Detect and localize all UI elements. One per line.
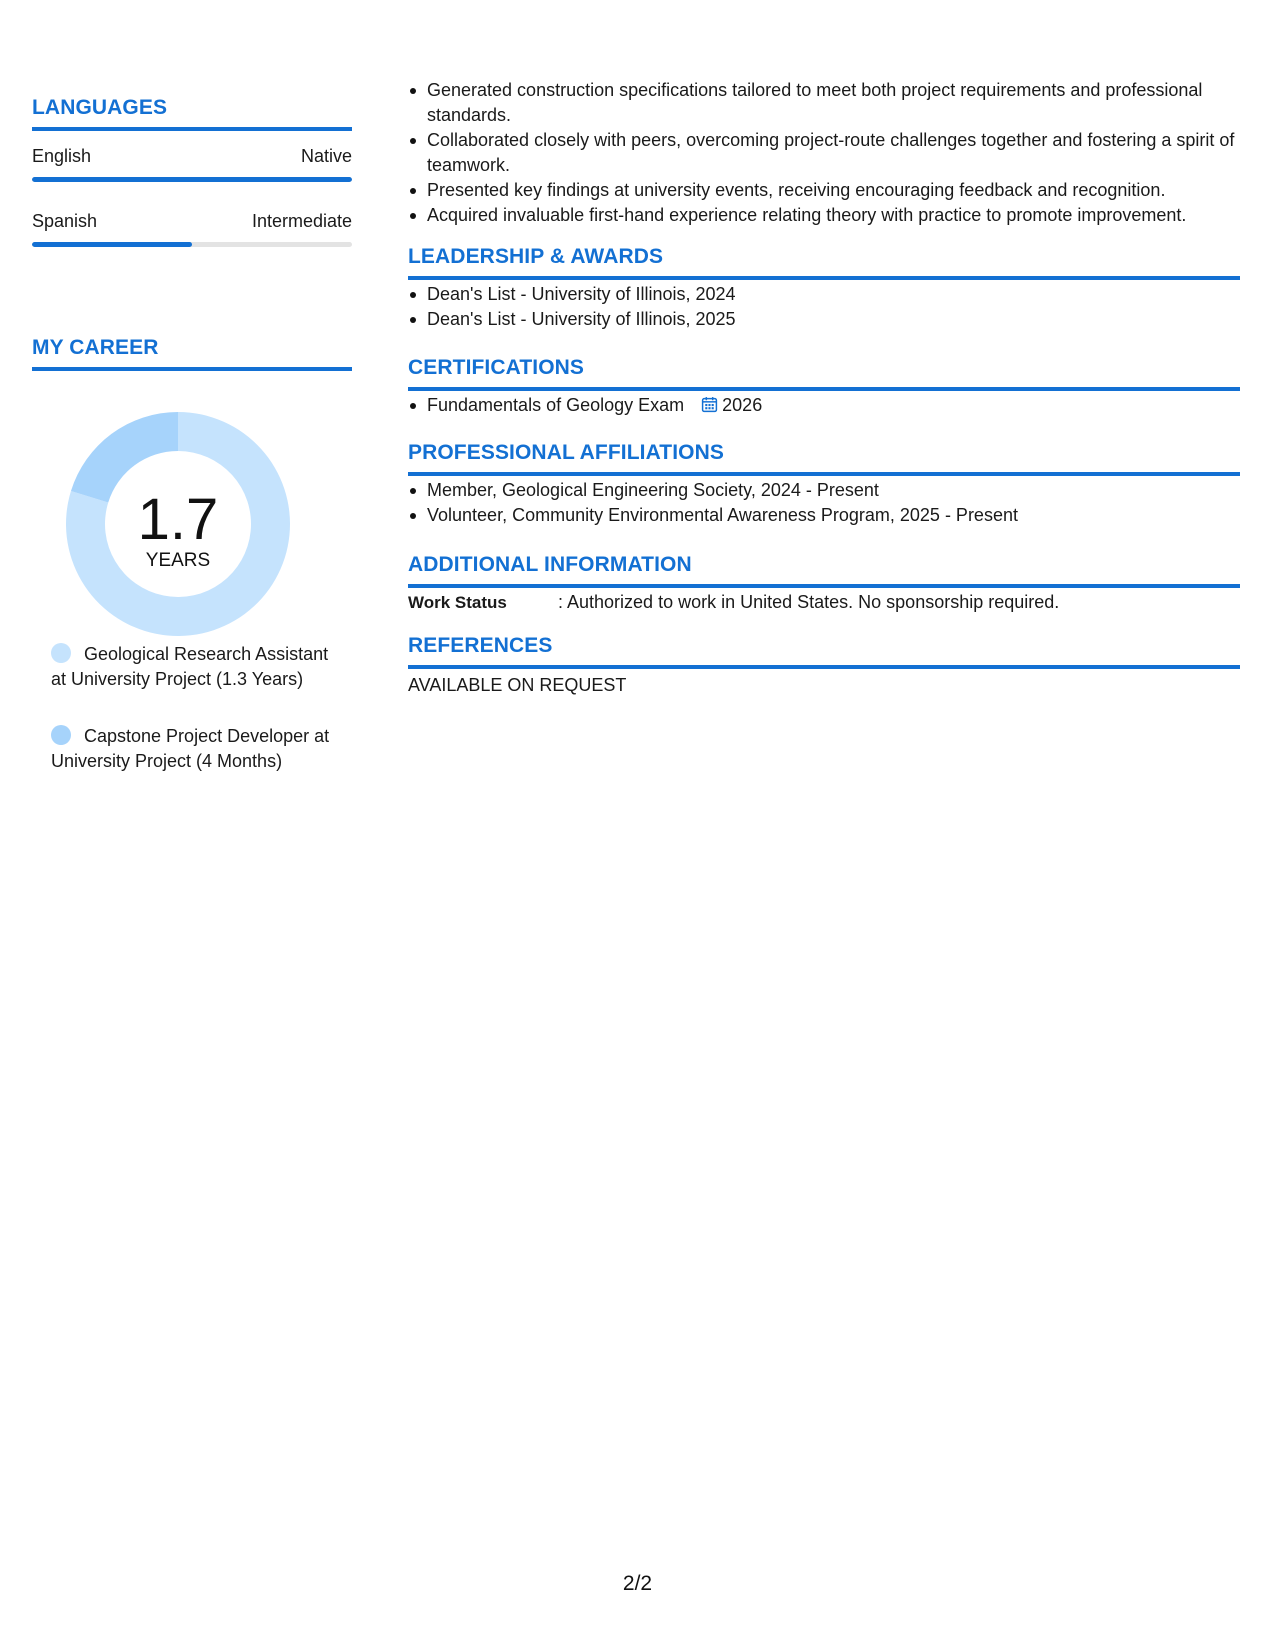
additional-info-heading: ADDITIONAL INFORMATION <box>408 552 1240 588</box>
language-level: Intermediate <box>251 211 352 231</box>
language-name: English <box>32 146 92 166</box>
legend-dot-icon <box>51 643 71 663</box>
language-proficiency-bar <box>32 177 352 182</box>
list-item: Collaborated closely with peers, overcoming project-route challenges together and fostering a spirit of teamwork. <box>408 128 1238 178</box>
career-legend-item <box>51 724 331 774</box>
leadership-list <box>408 282 1240 332</box>
calendar-icon <box>701 396 718 413</box>
language-item-spanish <box>32 210 352 247</box>
certifications-heading: CERTIFICATIONS <box>408 355 1240 391</box>
references-heading: REFERENCES <box>408 633 1240 669</box>
affiliations-heading: PROFESSIONAL AFFILIATIONS <box>408 440 1240 476</box>
list-item: Generated construction specifications tailored to meet both project requirements and professional standards. <box>408 78 1238 128</box>
legend-label: Geological Research Assistant at University Project (1.3 Years) <box>51 644 329 689</box>
language-item-english <box>32 145 352 182</box>
page-number: 2/2 <box>622 1572 653 1595</box>
leadership-heading: LEADERSHIP & AWARDS <box>408 244 1240 280</box>
languages-heading: LANGUAGES <box>32 95 352 131</box>
language-proficiency-bar <box>32 242 352 247</box>
list-item: Dean's List - University of Illinois, 2025 <box>408 307 1240 332</box>
certification-name: Fundamentals of Geology Exam <box>427 395 685 415</box>
list-item: Presented key findings at university events, receiving encouraging feedback and recognition. <box>408 178 1238 203</box>
work-status-row <box>408 590 1240 616</box>
list-item: Dean's List - University of Illinois, 2024 <box>408 282 1240 307</box>
work-status-label: Work Status <box>408 593 507 612</box>
list-item: Member, Geological Engineering Society, 2024 - Present <box>408 478 1240 503</box>
career-heading: MY CAREER <box>32 335 352 371</box>
language-proficiency-fill <box>32 177 352 182</box>
list-item: Volunteer, Community Environmental Awareness Program, 2025 - Present <box>408 503 1240 528</box>
certifications-list <box>408 393 1240 418</box>
certification-year: 2026 <box>722 395 763 415</box>
legend-dot-icon <box>51 725 71 745</box>
language-name: Spanish <box>32 211 98 231</box>
list-item: Acquired invaluable first-hand experience relating theory with practice to promote improvement. <box>408 203 1238 228</box>
career-total-value: 1.7 <box>137 487 219 552</box>
references-text: AVAILABLE ON REQUEST <box>408 675 627 695</box>
work-status-value: : Authorized to work in United States. No sponsorship required. <box>558 592 1060 612</box>
list-item <box>408 393 1240 418</box>
affiliations-list <box>408 478 1240 528</box>
experience-bullet-list <box>408 78 1238 228</box>
legend-label: Capstone Project Developer at University Project (4 Months) <box>51 726 330 771</box>
career-legend-item <box>51 642 331 692</box>
language-proficiency-fill <box>32 242 192 247</box>
career-total-unit: YEARS <box>145 550 211 571</box>
language-level: Native <box>300 146 352 166</box>
